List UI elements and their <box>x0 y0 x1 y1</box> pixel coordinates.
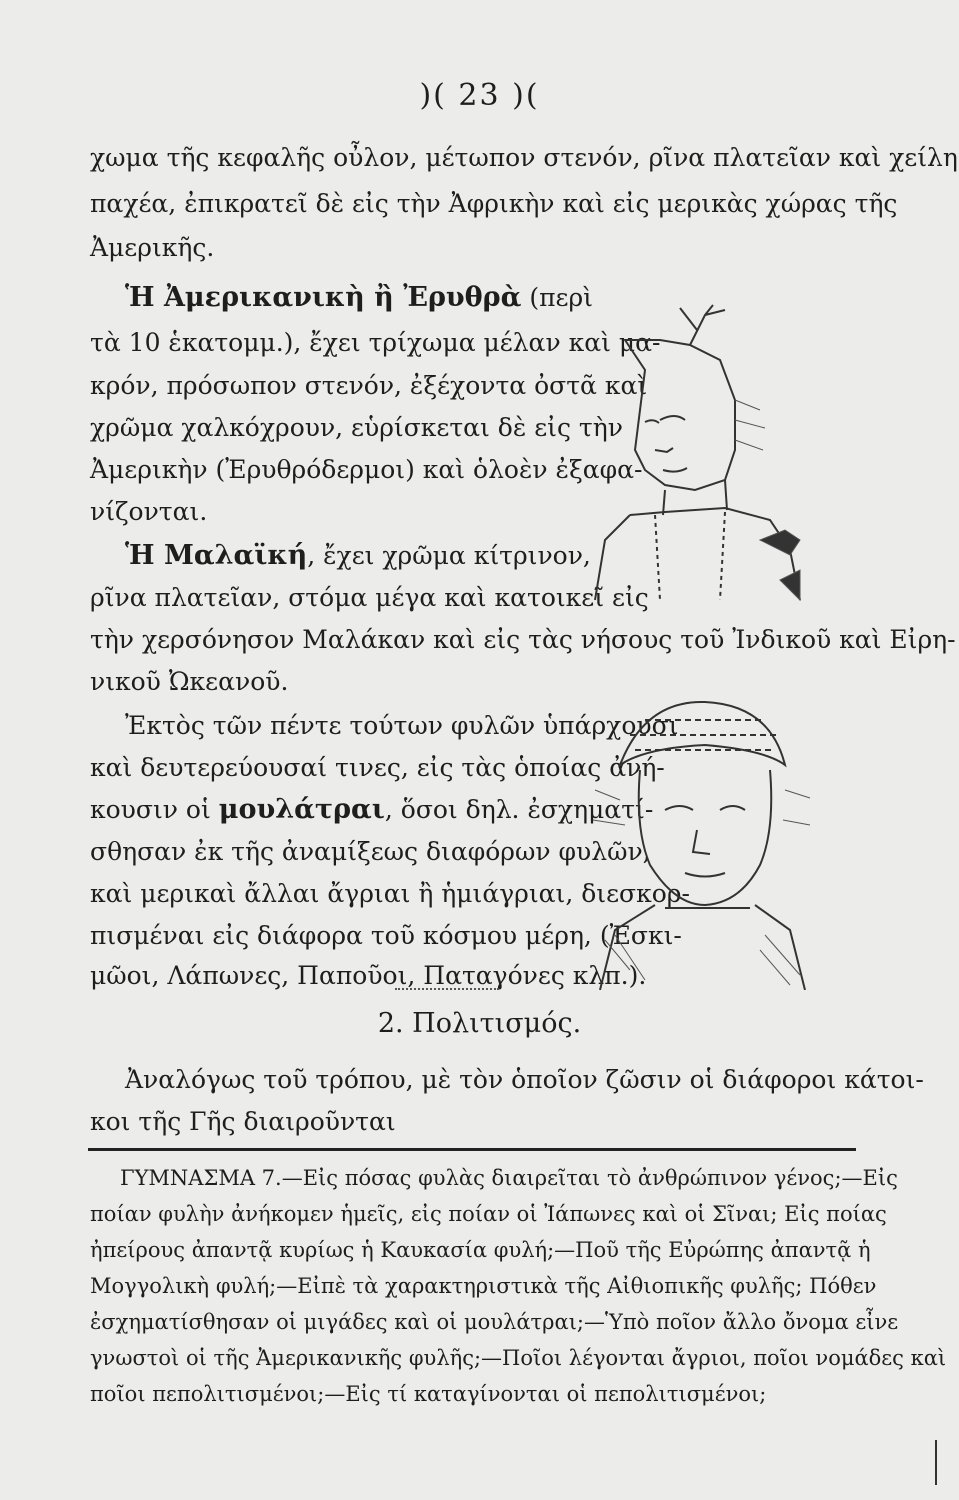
exercise-line: ποῖοι πεπολιτισμένοι;—Εἰς τί καταγίνονται οἱ πεπολιτισμένοι; <box>90 1382 767 1406</box>
section-heading: 2. Πολιτισμός. <box>377 1008 582 1039</box>
page-number: )( 23 )( <box>419 78 540 113</box>
exercise-line: ΓΥΜΝΑΣΜΑ 7.—Εἰς πόσας φυλὰς διαιρεῖται τὸ ἀνθρώπινον γένος;—Εἰς <box>120 1166 898 1190</box>
text-line: καὶ δευτερεύουσαί τινες, εἰς τὰς ὁποίας ἀνή- <box>90 753 665 782</box>
american-race-first-line <box>125 280 593 316</box>
text-line: νικοῦ Ὠκεανοῦ. <box>90 667 289 696</box>
ornament-divider <box>395 988 499 996</box>
text-line: χρῶμα χαλκόχρουν, εὑρίσκεται δὲ εἰς τὴν <box>90 413 623 442</box>
text-line: πισμέναι εἰς διάφορα τοῦ κόσμου μέρη, (Ἐσκι- <box>90 921 682 950</box>
malay-race-title: Ἡ Μαλαϊκή <box>125 540 308 571</box>
exercise-line: ἐσχηματίσθησαν οἱ μιγάδες καὶ οἱ μουλάτραι;—Ὑπὸ ποῖον ἄλλο ὄνομα εἶνε <box>90 1310 899 1334</box>
horizontal-rule <box>88 1148 856 1151</box>
text-line: νίζονται. <box>90 497 208 526</box>
mulatto-term: μουλάτραι <box>218 794 385 825</box>
others-line-3 <box>90 792 653 828</box>
native-american-portrait-illustration <box>585 300 815 610</box>
text-span: , ὅσοι δηλ. ἐσχηματί- <box>384 795 654 824</box>
text-line: (περὶ <box>521 283 593 312</box>
portrait-icon <box>585 690 815 990</box>
text-line: χωμα τῆς κεφαλῆς οὖλον, μέτωπον στενόν, ρῖνα πλατεῖαν καὶ χείλη <box>90 143 958 172</box>
text-line: μῶοι, Λάπωνες, Παποῦοι, Παταγόνες κλπ.). <box>90 961 647 990</box>
text-line: ρῖνα πλατεῖαν, στόμα μέγα καὶ κατοικεῖ εἰς <box>90 583 649 612</box>
text-line: Ἐκτὸς τῶν πέντε τούτων φυλῶν ὑπάρχουσι <box>125 711 679 740</box>
exercise-line: ἠπείρους ἀπαντᾷ κυρίως ἡ Καυκασία φυλή;—Ποῦ τῆς Εὐρώπης ἀπαντᾷ ἡ <box>90 1238 871 1262</box>
text-line: κοι τῆς Γῆς διαιροῦνται <box>90 1107 396 1136</box>
text-span: κουσιν οἱ <box>90 795 219 824</box>
exercise-line: Μογγολικὴ φυλή;—Εἰπὲ τὰ χαρακτηριστικὰ τῆς Αἰθιοπικῆς φυλῆς; Πόθεν <box>90 1274 877 1298</box>
text-line: τὰ 10 ἑκατομμ.), ἔχει τρίχωμα μέλαν καὶ μα- <box>90 328 661 357</box>
text-line: , ἔχει χρῶμα κίτρινον, <box>307 541 591 570</box>
margin-mark <box>935 1440 937 1485</box>
malay-race-first-line <box>125 538 591 574</box>
text-line: Ἀμερικῆς. <box>90 233 215 262</box>
malay-portrait-illustration <box>585 690 815 990</box>
text-line: καὶ μερικαὶ ἄλλαι ἄγριαι ἢ ἡμιάγριαι, διεσκορ- <box>90 879 690 908</box>
text-line: παχέα, ἐπικρατεῖ δὲ εἰς τὴν Ἀφρικὴν καὶ εἰς μερικὰς χώρας τῆς <box>90 189 898 218</box>
portrait-icon <box>585 300 815 610</box>
text-line: Ἀμερικὴν (Ἐρυθρόδερμοι) καὶ ὁλοὲν ἐξαφα- <box>90 455 643 484</box>
text-line: σθησαν ἐκ τῆς ἀναμίξεως διαφόρων φυλῶν, <box>90 837 651 866</box>
text-line: τὴν χερσόνησον Μαλάκαν καὶ εἰς τὰς νήσους τοῦ Ἰνδικοῦ καὶ Εἰρη- <box>90 625 956 654</box>
text-line: κρόν, πρόσωπον στενόν, ἐξέχοντα ὀστᾶ καὶ <box>90 371 648 400</box>
exercise-line: ποίαν φυλὴν ἀνήκομεν ἡμεῖς, εἰς ποίαν οἱ Ἰάπωνες καὶ οἱ Σῖναι; Εἰς ποίας <box>90 1202 887 1226</box>
american-race-title: Ἡ Ἀμερικανικὴ ἢ Ἐρυθρὰ <box>125 282 522 313</box>
exercise-line: γνωστοὶ οἱ τῆς Ἀμερικανικῆς φυλῆς;—Ποῖοι λέγονται ἄγριοι, ποῖοι νομάδες καὶ <box>90 1346 947 1370</box>
text-line: Ἀναλόγως τοῦ τρόπου, μὲ τὸν ὁποῖον ζῶσιν οἱ διάφοροι κάτοι- <box>125 1065 924 1094</box>
